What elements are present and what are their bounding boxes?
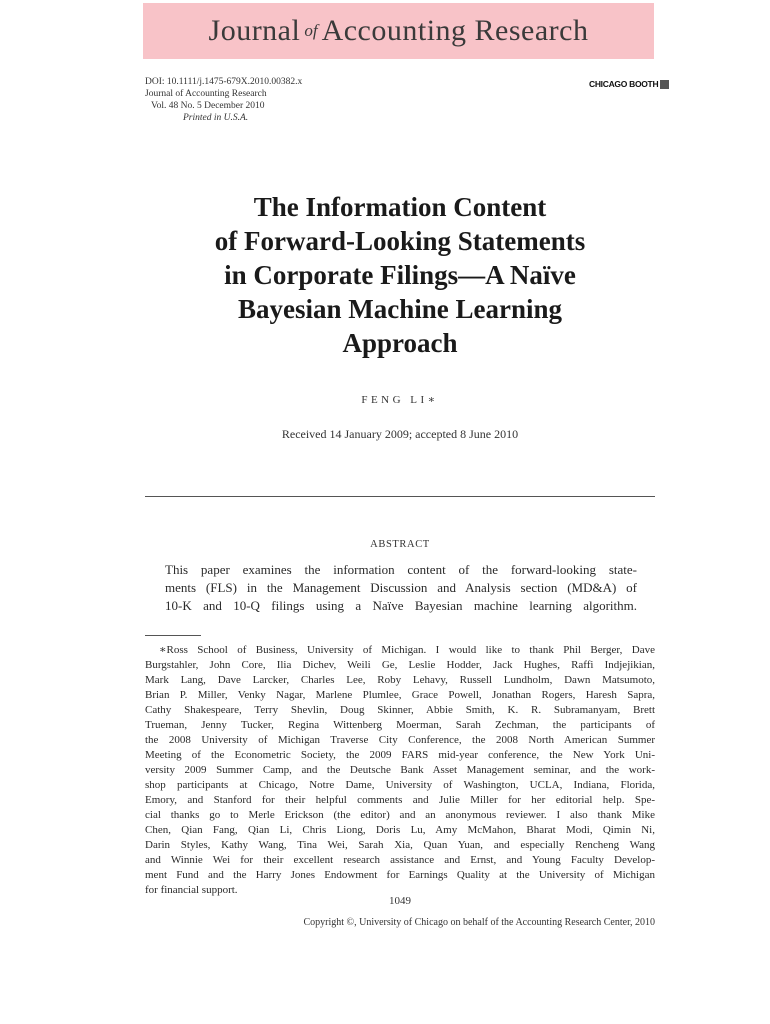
logo-text: CHICAGO BOOTH bbox=[589, 79, 659, 89]
abstract-line: This paper examines the information content of the forward-looking state- bbox=[165, 562, 637, 577]
title-line: Approach bbox=[342, 328, 458, 358]
chicago-booth-logo bbox=[589, 79, 669, 89]
footnote-line: Brian P. Miller, Venky Nagar, Marlene Plumlee, Grace Powell, Jonathan Rogers, Haresh Sapra, bbox=[145, 689, 655, 701]
title-line: The Information Content bbox=[253, 192, 547, 222]
title-line: in Corporate Filings—A Naïve bbox=[224, 260, 576, 290]
abstract-heading: ABSTRACT bbox=[370, 539, 430, 550]
footnote-line: Darin Styles, Kathy Wang, Tina Wei, Sarah Xia, Quan Yuan, and especially Rencheng Wang bbox=[145, 839, 655, 851]
footnote-line: the 2008 University of Michigan Traverse City Conference, the 2008 North American Summer bbox=[145, 734, 655, 746]
footnote-line: for financial support. bbox=[145, 884, 238, 896]
footnote-line: Burgstahler, John Core, Ilia Dichev, Weili Ge, Leslie Hodder, Jack Hughes, Raffi Indjejikian, bbox=[145, 659, 655, 671]
journal-masthead bbox=[143, 3, 654, 59]
masthead-of: of bbox=[304, 21, 318, 40]
printed-text: Printed in U.S.A. bbox=[183, 113, 249, 123]
abstract-body bbox=[165, 561, 637, 615]
received-dates: Received 14 January 2009; accepted 8 June 2010 bbox=[281, 427, 519, 441]
footnote-line: Mark Lang, Dave Larcker, Charles Lee, Roby Lehavy, Russell Lundholm, Dawn Matsumoto, bbox=[145, 674, 655, 686]
footnote-line: Chen, Qian Fang, Qian Li, Chris Liong, Doris Lu, Amy McMahon, Bharat Modi, Qimin Ni, bbox=[145, 824, 655, 836]
title-line: of Forward-Looking Statements bbox=[214, 226, 586, 256]
footnote-line: ∗Ross School of Business, University of Michigan. I would like to thank Phil Berger, Dave bbox=[159, 644, 655, 656]
footnote-line: Meeting of the Econometric Society, the 2009 FARS mid-year conference, the New York Uni- bbox=[145, 749, 655, 761]
footnote-body bbox=[145, 643, 655, 898]
abstract-line: 10-K and 10-Q filings using a Naïve Bayesian machine learning algorithm. bbox=[165, 598, 637, 613]
footnote-line: Emory, and Stanford for their helpful comments and Julie Miller for her editorial help. Spe- bbox=[145, 794, 655, 806]
footnote-line: ment Fund and the Harry Jones Endowment for Earnings Quality at the University of Michigan bbox=[145, 869, 655, 881]
footnote-rule bbox=[145, 635, 201, 636]
footnote-line: cial thanks go to Merle Erickson (the editor) and an anonymous reviewer. I also thank Mike bbox=[145, 809, 655, 821]
logo-mark-icon bbox=[660, 80, 669, 89]
doi-text: DOI: 10.1111/j.1475-679X.2010.00382.x bbox=[145, 77, 303, 87]
volume-text: Vol. 48 No. 5 December 2010 bbox=[151, 101, 265, 111]
abstract-line: ments (FLS) in the Management Discussion and Analysis section (MD&A) of bbox=[165, 580, 637, 595]
footnote-line: versity 2009 Summer Camp, and the Deutsche Bank Asset Management seminar, and the work- bbox=[145, 764, 655, 776]
footnote-line: Cathy Shakespeare, Terry Shevlin, Doug Skinner, Abbie Smith, K. R. Subramanyam, Brett bbox=[145, 704, 655, 716]
paper-title bbox=[145, 190, 655, 360]
title-line: Bayesian Machine Learning bbox=[237, 294, 562, 324]
footnote-line: Trueman, Jenny Tucker, Regina Wittenberg Moerman, Sarah Zechman, the participants of bbox=[145, 719, 655, 731]
horizontal-divider bbox=[145, 496, 655, 497]
masthead-journal: Journal bbox=[208, 14, 301, 47]
page-number: 1049 bbox=[389, 895, 411, 907]
author-name: FENG LI∗ bbox=[361, 394, 439, 406]
footnote-line: shop participants at Chicago, Notre Dame, University of Washington, UCLA, Indiana, Florida, bbox=[145, 779, 655, 791]
copyright-notice: Copyright ©, University of Chicago on behalf of the Accounting Research Center, 2010 bbox=[303, 917, 655, 928]
footnote-line: and Winnie Wei for their excellent research assistance and Ernst, and Young Faculty Develop- bbox=[145, 854, 655, 866]
article-meta bbox=[145, 76, 302, 124]
journal-name-text: Journal of Accounting Research bbox=[145, 89, 267, 99]
masthead-name: Accounting Research bbox=[321, 14, 589, 47]
